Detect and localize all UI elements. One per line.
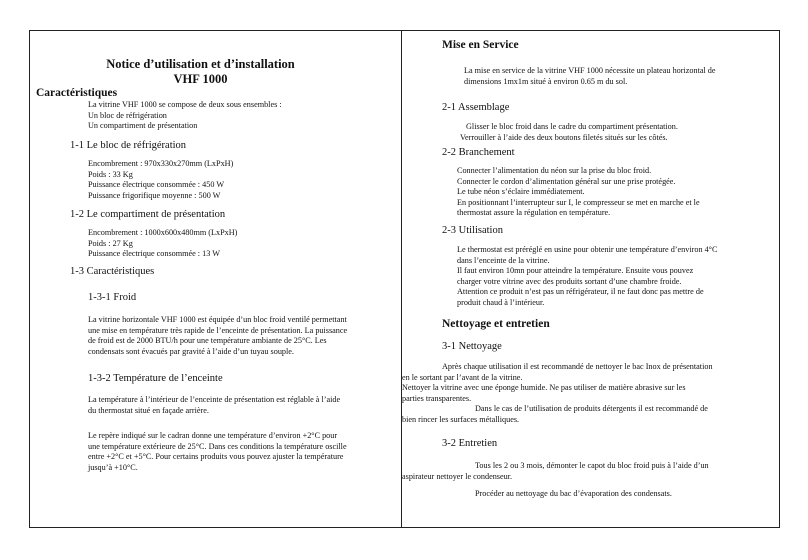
heading-1-3: 1-3 Caractéristiques <box>70 266 155 277</box>
heading-1-3-2: 1-3-2 Température de l’enceinte <box>88 373 223 384</box>
heading-1-3-1: 1-3-1 Froid <box>88 292 137 303</box>
heading-nettoyage-entretien: Nettoyage et entretien <box>442 318 550 330</box>
heading-2-3: 2-3 Utilisation <box>442 225 503 236</box>
heading-2-2: 2-2 Branchement <box>442 147 515 158</box>
heading-3-2: 3-2 Entretien <box>442 438 498 449</box>
paragraph-1-3-1: La vitrine horizontale VHF 1000 est équipée d’un bloc froid ventilé permettant une mise en température très rapide de l’enceinte de présentation. La puissance de froid est de 2000 BTU/h pour une température ambiante de 25°C. Les condensats sont évacués par gravité à l’aide d’un tuyau souple. <box>88 315 348 356</box>
paragraph-mise-en-service: La mise en service de la vitrine VHF 1000 nécessite un plateau horizontal de dimensions 1mx1m situé à environ 0.65 m du sol. <box>464 66 716 86</box>
paragraph-3-2-last: Procéder au nettoyage du bac d’évaporation des condensats. <box>475 489 672 498</box>
document-title: Notice d’utilisation et d’installation <box>106 57 295 71</box>
intro-text: La vitrine VHF 1000 se compose de deux sous ensembles : Un bloc de réfrigération Un compartiment de présentation <box>88 100 282 130</box>
paragraph-3-1: Après chaque utilisation il est recommandé de nettoyer le bac Inox de présentation en le sortant par l’avant de la vitrine. Nettoyer la vitrine avec une éponge humide. Ne pas utiliser de matière abrasive sur les parties transparentes. Dans le cas de l’utilisation de produits détergents il est recommandé de bien rincer les surfaces métalliques. <box>402 362 713 424</box>
specs-1-1: Encombrement : 970x330x270mm (LxPxH) Poids : 33 Kg Puissance électrique consommée : 450 W Puissance frigorifique moyenne : 500 W <box>88 159 234 200</box>
heading-3-1: 3-1 Nettoyage <box>442 341 502 352</box>
paragraph-2-3: Le thermostat est préréglé en usine pour obtenir une température d’environ 4°C dans l’enceinte de la vitrine. Il faut environ 10mn pour atteindre la température. Ensuite vous pouvez charger votre vitrine avec des produits sortant d’une chambre froide. Attention ce produit n’est pas un réfrigérateur, il ne faut donc pas mettre de produit chaud à l’intérieur. <box>457 245 718 307</box>
paragraph-3-2: Tous les 2 ou 3 mois, démonter le capot du bloc froid puis à l’aide d’un aspirateur nettoyer le condenseur. <box>402 461 709 481</box>
section-heading-caracteristiques: Caractéristiques <box>36 87 118 99</box>
paragraph-2-2: Connecter l’alimentation du néon sur la prise du bloc froid. Connecter le cordon d’alimentation général sur une prise protégée. Le tube néon s’éclaire immédiatement. En positionnant l’interrupteur sur I, le compresseur se met en marche et le thermostat assure la régulation en température. <box>457 166 700 217</box>
column-divider <box>401 30 402 528</box>
paragraph-2-1: Glisser le bloc froid dans le cadre du compartiment présentation. Verrouiller à l’aide des deux boutons filetés situés sur les côtés. <box>460 122 678 142</box>
specs-1-2: Encombrement : 1000x600x480mm (LxPxH) Poids : 27 Kg Puissance électrique consommée : 13 W <box>88 228 238 258</box>
document-subtitle: VHF 1000 <box>173 72 228 86</box>
paragraph-1-3-2-b: Le repère indiqué sur le cadran donne une température d’environ +2°C pour une température extérieure de 25°C. Dans ces conditions la température oscille entre +2°C et +5°C. Pour certains produits vous pouvez ajuster la température jusqu’à +10°C. <box>88 431 347 472</box>
heading-mise-en-service: Mise en Service <box>442 39 519 51</box>
heading-1-2: 1-2 Le compartiment de présentation <box>70 209 226 220</box>
heading-1-1: 1-1 Le bloc de réfrigération <box>70 140 187 151</box>
heading-2-1: 2-1 Assemblage <box>442 102 510 113</box>
paragraph-1-3-2-a: La température à l’intérieur de l’enceinte de présentation est réglable à l’aide du thermostat situé en façade arrière. <box>88 395 341 415</box>
